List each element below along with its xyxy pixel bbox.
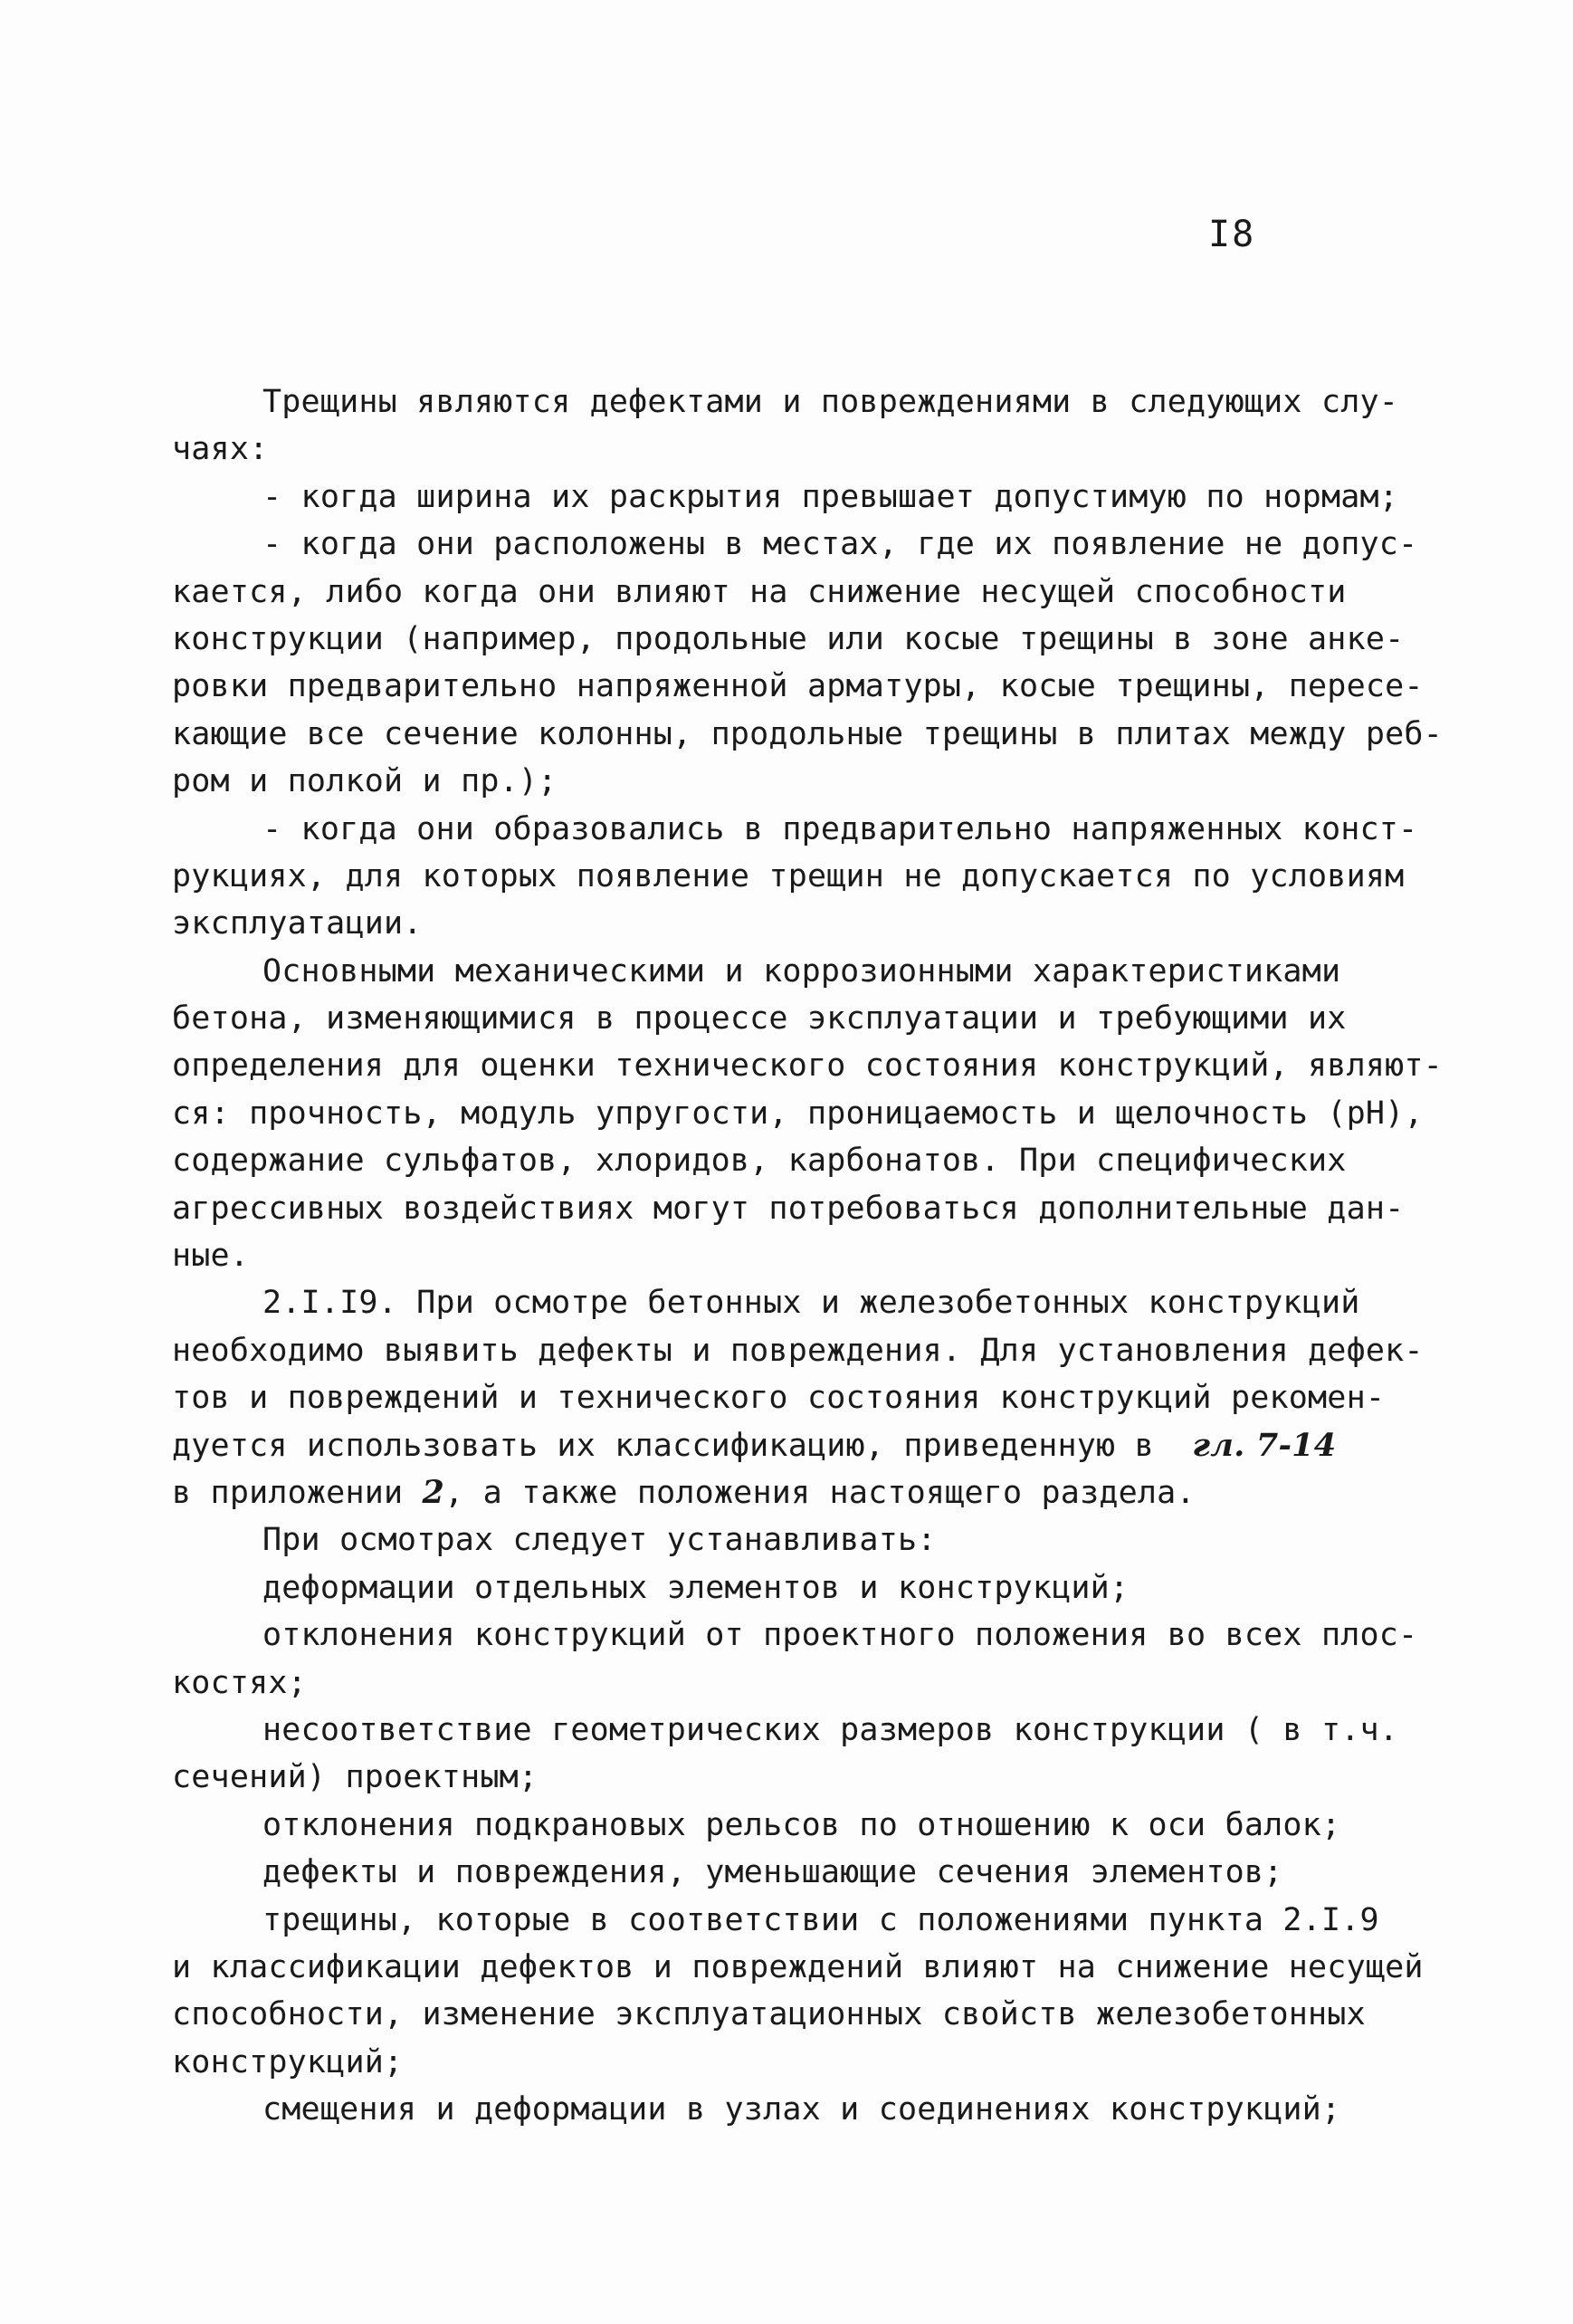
text-line: сечений) проектным; [172,1759,539,1796]
text-line: ром и полкой и пр.); [172,763,558,800]
text-line: тов и повреждений и технического состояния конструкций рекомен- [172,1380,1386,1417]
text-line: костях; [172,1664,307,1701]
page-number: I8 [1208,214,1256,255]
text-segment: , а также положения настоящего раздела. [444,1474,1196,1511]
text-line: несоответствие геометрических размеров конструкции ( в т.ч. [262,1711,1399,1748]
text-line: отклонения подкрановых рельсов по отношению к оси балок; [262,1806,1341,1843]
text-line: конструкций; [172,2043,404,2080]
text-line: ся: прочность, модуль упругости, проницаемость и щелочность (рН), [172,1095,1424,1132]
text-line: кается, либо когда они влияют на снижение несущей способности [172,573,1347,610]
text-line: 2.I.I9. При осмотре бетонных и железобетонных конструкций [262,1285,1360,1322]
text-line: - когда ширина их раскрытия превышает допустимую по нормам; [262,478,1399,515]
text-line: Трещины являются дефектами и повреждениями в следующих слу- [262,384,1399,420]
text-line: ровки предварительно напряженной арматуры, косые трещины, пересе- [172,668,1424,705]
text-line: определения для оценки технического состояния конструкций, являют- [172,1047,1443,1085]
text-line: и классификации дефектов и повреждений влияют на снижение несущей [172,1948,1424,1985]
text-line: дефекты и повреждения, уменьшающие сечения элементов; [262,1854,1283,1891]
text-line: - когда они расположены в местах, где их появление не допус- [262,526,1418,563]
text-line: При осмотрах следует устанавливать: [262,1522,937,1559]
text-line: кающие все сечение колонны, продольные трещины в плитах между реб- [172,715,1443,752]
text-line: Основными механическими и коррозионными характеристиками [262,952,1341,990]
text-segment: дуется использовать их классификацию, приведенную в [172,1427,1154,1464]
body-text [172,378,1443,2133]
handwritten-appendix-number: 2 [422,1473,445,1511]
text-line: бетона, изменяющимися в процессе эксплуатации и требующими их [172,1000,1347,1038]
text-line: эксплуатации. [172,905,423,942]
text-line: содержание сульфатов, хлоридов, карбонатов. При специфических [172,1143,1347,1180]
handwritten-chapter-ref: гл. 7-14 [1192,1426,1337,1464]
text-line: конструкции (например, продольные или косые трещины в зоне анке- [172,620,1405,657]
text-line: способности, изменение эксплуатационных свойств железобетонных [172,1996,1366,2033]
text-line: трещины, которые в соответствии с положениями пункта 2.I.9 [262,1901,1379,1938]
text-segment: в приложении [172,1474,404,1511]
text-line: агрессивных воздействиях могут потребоваться дополнительные дан- [172,1190,1405,1227]
text-line: - когда они образовались в предварительно напряженных конст- [262,810,1418,847]
text-line: отклонения конструкций от проектного положения во всех плос- [262,1617,1418,1654]
text-line: смещения и деформации в узлах и соединениях конструкций; [262,2091,1341,2128]
text-line: деформации отдельных элементов и конструкций; [262,1569,1130,1606]
text-line: чаях: [172,431,269,468]
text-line: необходимо выявить дефекты и повреждения. Для установления дефек- [172,1332,1424,1369]
text-line: ные. [172,1238,250,1275]
text-line: рукциях, для которых появление трещин не допускается по условиям [172,857,1405,894]
text-line [172,1422,1439,1469]
text-line [172,1469,1439,1516]
